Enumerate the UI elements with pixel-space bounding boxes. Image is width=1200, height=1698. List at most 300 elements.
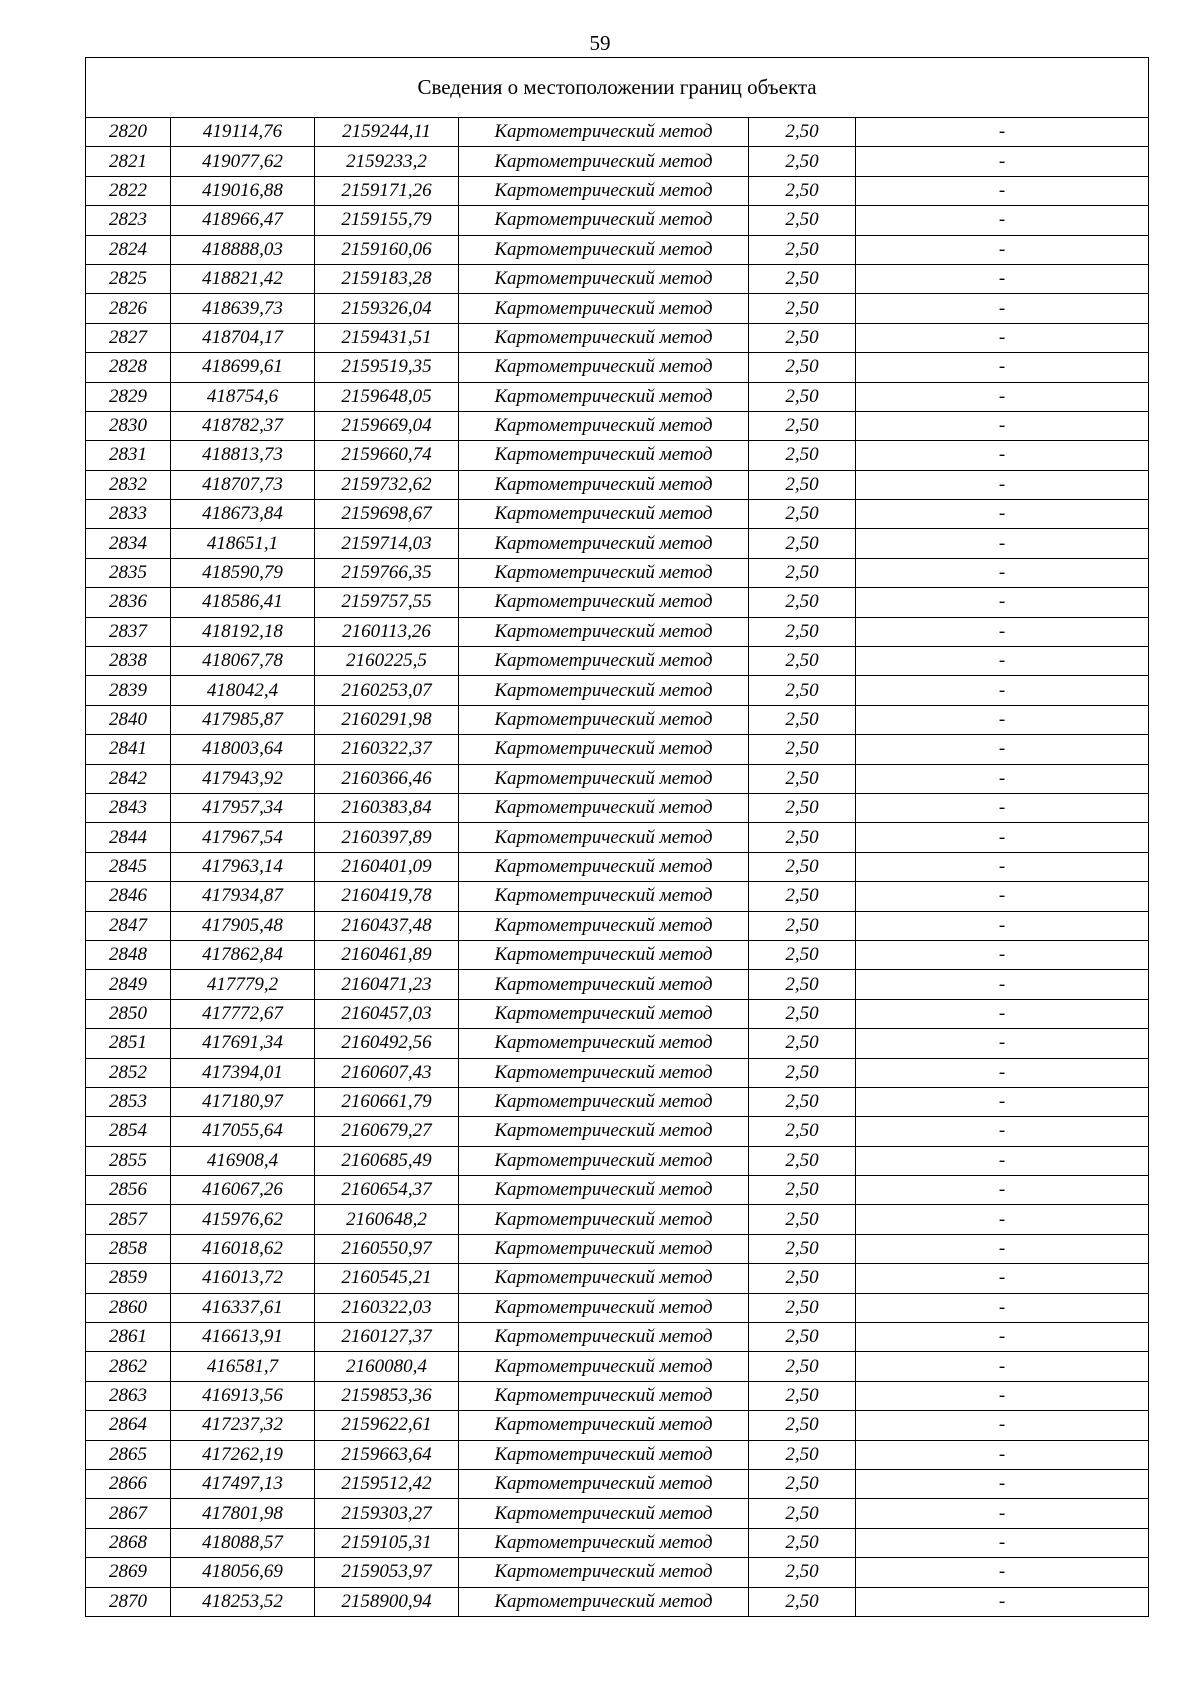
accuracy-cell: 2,50	[749, 882, 856, 911]
table-row	[86, 118, 1149, 147]
method-cell: Картометрический метод	[459, 852, 749, 881]
method-cell: Картометрический метод	[459, 529, 749, 558]
point-number-cell: 2861	[86, 1323, 171, 1352]
coordinate-y-cell: 2159622,61	[315, 1411, 459, 1440]
description-cell: -	[856, 147, 1149, 176]
coordinate-x-cell: 418067,78	[171, 647, 315, 676]
table-row	[86, 264, 1149, 293]
coordinate-x-cell: 416067,26	[171, 1176, 315, 1205]
point-number-cell: 2821	[86, 147, 171, 176]
description-cell: -	[856, 647, 1149, 676]
description-cell: -	[856, 558, 1149, 587]
table-row	[86, 323, 1149, 352]
accuracy-cell: 2,50	[749, 1205, 856, 1234]
description-cell: -	[856, 852, 1149, 881]
table-row	[86, 235, 1149, 264]
point-number-cell: 2847	[86, 911, 171, 940]
coordinate-y-cell: 2160397,89	[315, 823, 459, 852]
point-number-cell: 2845	[86, 852, 171, 881]
table-row	[86, 940, 1149, 969]
method-cell: Картометрический метод	[459, 118, 749, 147]
accuracy-cell: 2,50	[749, 764, 856, 793]
method-cell: Картометрический метод	[459, 1440, 749, 1469]
accuracy-cell: 2,50	[749, 176, 856, 205]
coordinate-x-cell: 418590,79	[171, 558, 315, 587]
point-number-cell: 2823	[86, 206, 171, 235]
accuracy-cell: 2,50	[749, 1058, 856, 1087]
coordinate-x-cell: 417394,01	[171, 1058, 315, 1087]
point-number-cell: 2851	[86, 1029, 171, 1058]
method-cell: Картометрический метод	[459, 353, 749, 382]
method-cell: Картометрический метод	[459, 1029, 749, 1058]
coordinate-y-cell: 2159244,11	[315, 118, 459, 147]
point-number-cell: 2857	[86, 1205, 171, 1234]
table-body	[86, 118, 1149, 1617]
accuracy-cell: 2,50	[749, 1117, 856, 1146]
coordinate-x-cell: 417985,87	[171, 705, 315, 734]
point-number-cell: 2870	[86, 1587, 171, 1616]
description-cell: -	[856, 1587, 1149, 1616]
coordinate-y-cell: 2159431,51	[315, 323, 459, 352]
point-number-cell: 2849	[86, 970, 171, 999]
boundary-coordinates-table	[85, 57, 1149, 1617]
method-cell: Картометрический метод	[459, 1499, 749, 1528]
method-cell: Картометрический метод	[459, 411, 749, 440]
method-cell: Картометрический метод	[459, 764, 749, 793]
point-number-cell: 2858	[86, 1234, 171, 1263]
table-row	[86, 588, 1149, 617]
accuracy-cell: 2,50	[749, 1176, 856, 1205]
method-cell: Картометрический метод	[459, 176, 749, 205]
coordinate-y-cell: 2159155,79	[315, 206, 459, 235]
method-cell: Картометрический метод	[459, 735, 749, 764]
coordinate-x-cell: 418707,73	[171, 470, 315, 499]
coordinate-y-cell: 2160253,07	[315, 676, 459, 705]
accuracy-cell: 2,50	[749, 676, 856, 705]
method-cell: Картометрический метод	[459, 147, 749, 176]
table-row	[86, 441, 1149, 470]
method-cell: Картометрический метод	[459, 1146, 749, 1175]
point-number-cell: 2860	[86, 1293, 171, 1322]
coordinate-y-cell: 2159663,64	[315, 1440, 459, 1469]
table-row	[86, 1117, 1149, 1146]
table-row	[86, 1528, 1149, 1557]
coordinate-y-cell: 2160225,5	[315, 647, 459, 676]
table-caption-row	[86, 58, 1149, 118]
method-cell: Картометрический метод	[459, 1205, 749, 1234]
method-cell: Картометрический метод	[459, 206, 749, 235]
table-row	[86, 676, 1149, 705]
page-number: 59	[589, 31, 611, 55]
description-cell: -	[856, 1146, 1149, 1175]
accuracy-cell: 2,50	[749, 852, 856, 881]
point-number-cell: 2850	[86, 999, 171, 1028]
accuracy-cell: 2,50	[749, 294, 856, 323]
point-number-cell: 2840	[86, 705, 171, 734]
table-row	[86, 529, 1149, 558]
coordinate-y-cell: 2159303,27	[315, 1499, 459, 1528]
method-cell: Картометрический метод	[459, 823, 749, 852]
accuracy-cell: 2,50	[749, 441, 856, 470]
point-number-cell: 2837	[86, 617, 171, 646]
coordinate-x-cell: 419114,76	[171, 118, 315, 147]
coordinate-x-cell: 418651,1	[171, 529, 315, 558]
coordinate-y-cell: 2159766,35	[315, 558, 459, 587]
coordinate-y-cell: 2159853,36	[315, 1381, 459, 1410]
coordinate-y-cell: 2159171,26	[315, 176, 459, 205]
boundary-table-container	[85, 57, 1148, 1617]
coordinate-x-cell: 419016,88	[171, 176, 315, 205]
method-cell: Картометрический метод	[459, 676, 749, 705]
coordinate-y-cell: 2160401,09	[315, 852, 459, 881]
accuracy-cell: 2,50	[749, 1293, 856, 1322]
coordinate-x-cell: 417957,34	[171, 793, 315, 822]
method-cell: Картометрический метод	[459, 294, 749, 323]
accuracy-cell: 2,50	[749, 529, 856, 558]
table-row	[86, 1205, 1149, 1234]
accuracy-cell: 2,50	[749, 911, 856, 940]
description-cell: -	[856, 911, 1149, 940]
point-number-cell: 2843	[86, 793, 171, 822]
description-cell: -	[856, 235, 1149, 264]
accuracy-cell: 2,50	[749, 411, 856, 440]
table-row	[86, 1087, 1149, 1116]
coordinate-x-cell: 417262,19	[171, 1440, 315, 1469]
accuracy-cell: 2,50	[749, 264, 856, 293]
table-row	[86, 147, 1149, 176]
description-cell: -	[856, 176, 1149, 205]
coordinate-y-cell: 2160419,78	[315, 882, 459, 911]
method-cell: Картометрический метод	[459, 647, 749, 676]
point-number-cell: 2834	[86, 529, 171, 558]
table-row	[86, 823, 1149, 852]
coordinate-y-cell: 2160322,03	[315, 1293, 459, 1322]
description-cell: -	[856, 1323, 1149, 1352]
accuracy-cell: 2,50	[749, 1587, 856, 1616]
accuracy-cell: 2,50	[749, 1234, 856, 1263]
description-cell: -	[856, 676, 1149, 705]
coordinate-x-cell: 418813,73	[171, 441, 315, 470]
method-cell: Картометрический метод	[459, 1411, 749, 1440]
table-row	[86, 353, 1149, 382]
table-row	[86, 1352, 1149, 1381]
point-number-cell: 2828	[86, 353, 171, 382]
description-cell: -	[856, 1469, 1149, 1498]
coordinate-y-cell: 2159105,31	[315, 1528, 459, 1557]
coordinate-y-cell: 2160113,26	[315, 617, 459, 646]
coordinate-y-cell: 2159233,2	[315, 147, 459, 176]
coordinate-y-cell: 2160461,89	[315, 940, 459, 969]
coordinate-y-cell: 2160457,03	[315, 999, 459, 1028]
coordinate-y-cell: 2160654,37	[315, 1176, 459, 1205]
description-cell: -	[856, 588, 1149, 617]
method-cell: Картометрический метод	[459, 500, 749, 529]
table-row	[86, 1264, 1149, 1293]
method-cell: Картометрический метод	[459, 1323, 749, 1352]
table-row	[86, 176, 1149, 205]
coordinate-x-cell: 416013,72	[171, 1264, 315, 1293]
coordinate-y-cell: 2160492,56	[315, 1029, 459, 1058]
coordinate-y-cell: 2159183,28	[315, 264, 459, 293]
point-number-cell: 2836	[86, 588, 171, 617]
table-row	[86, 1381, 1149, 1410]
accuracy-cell: 2,50	[749, 1323, 856, 1352]
point-number-cell: 2833	[86, 500, 171, 529]
description-cell: -	[856, 1499, 1149, 1528]
coordinate-x-cell: 417237,32	[171, 1411, 315, 1440]
table-row	[86, 735, 1149, 764]
method-cell: Картометрический метод	[459, 970, 749, 999]
accuracy-cell: 2,50	[749, 1029, 856, 1058]
coordinate-y-cell: 2160648,2	[315, 1205, 459, 1234]
description-cell: -	[856, 118, 1149, 147]
accuracy-cell: 2,50	[749, 647, 856, 676]
point-number-cell: 2844	[86, 823, 171, 852]
coordinate-x-cell: 416613,91	[171, 1323, 315, 1352]
point-number-cell: 2842	[86, 764, 171, 793]
method-cell: Картометрический метод	[459, 1469, 749, 1498]
coordinate-x-cell: 418639,73	[171, 294, 315, 323]
coordinate-y-cell: 2159669,04	[315, 411, 459, 440]
accuracy-cell: 2,50	[749, 970, 856, 999]
table-row	[86, 852, 1149, 881]
point-number-cell: 2862	[86, 1352, 171, 1381]
point-number-cell: 2855	[86, 1146, 171, 1175]
accuracy-cell: 2,50	[749, 940, 856, 969]
table-row	[86, 970, 1149, 999]
table-row	[86, 1587, 1149, 1616]
point-number-cell: 2867	[86, 1499, 171, 1528]
table-row	[86, 1323, 1149, 1352]
accuracy-cell: 2,50	[749, 1499, 856, 1528]
description-cell: -	[856, 353, 1149, 382]
coordinate-y-cell: 2160471,23	[315, 970, 459, 999]
accuracy-cell: 2,50	[749, 1381, 856, 1410]
table-row	[86, 411, 1149, 440]
method-cell: Картометрический метод	[459, 382, 749, 411]
table-row	[86, 1499, 1149, 1528]
method-cell: Картометрический метод	[459, 558, 749, 587]
description-cell: -	[856, 764, 1149, 793]
method-cell: Картометрический метод	[459, 1058, 749, 1087]
accuracy-cell: 2,50	[749, 1087, 856, 1116]
description-cell: -	[856, 500, 1149, 529]
table-row	[86, 294, 1149, 323]
description-cell: -	[856, 705, 1149, 734]
coordinate-x-cell: 418966,47	[171, 206, 315, 235]
point-number-cell: 2838	[86, 647, 171, 676]
coordinate-x-cell: 418042,4	[171, 676, 315, 705]
description-cell: -	[856, 1440, 1149, 1469]
table-row	[86, 999, 1149, 1028]
method-cell: Картометрический метод	[459, 1176, 749, 1205]
method-cell: Картометрический метод	[459, 1264, 749, 1293]
point-number-cell: 2848	[86, 940, 171, 969]
table-row	[86, 500, 1149, 529]
accuracy-cell: 2,50	[749, 793, 856, 822]
description-cell: -	[856, 940, 1149, 969]
point-number-cell: 2868	[86, 1528, 171, 1557]
accuracy-cell: 2,50	[749, 1528, 856, 1557]
accuracy-cell: 2,50	[749, 470, 856, 499]
accuracy-cell: 2,50	[749, 206, 856, 235]
description-cell: -	[856, 970, 1149, 999]
coordinate-y-cell: 2160366,46	[315, 764, 459, 793]
point-number-cell: 2829	[86, 382, 171, 411]
description-cell: -	[856, 793, 1149, 822]
description-cell: -	[856, 1264, 1149, 1293]
method-cell: Картометрический метод	[459, 1558, 749, 1587]
coordinate-x-cell: 417862,84	[171, 940, 315, 969]
description-cell: -	[856, 294, 1149, 323]
coordinate-x-cell: 416018,62	[171, 1234, 315, 1263]
point-number-cell: 2854	[86, 1117, 171, 1146]
coordinate-y-cell: 2159160,06	[315, 235, 459, 264]
point-number-cell: 2832	[86, 470, 171, 499]
point-number-cell: 2839	[86, 676, 171, 705]
coordinate-y-cell: 2159660,74	[315, 441, 459, 470]
coordinate-x-cell: 417934,87	[171, 882, 315, 911]
table-caption: Сведения о местоположении границ объекта	[86, 58, 1149, 118]
coordinate-x-cell: 418586,41	[171, 588, 315, 617]
description-cell: -	[856, 1352, 1149, 1381]
coordinate-x-cell: 417180,97	[171, 1087, 315, 1116]
description-cell: -	[856, 735, 1149, 764]
coordinate-y-cell: 2160322,37	[315, 735, 459, 764]
accuracy-cell: 2,50	[749, 617, 856, 646]
description-cell: -	[856, 411, 1149, 440]
method-cell: Картометрический метод	[459, 1381, 749, 1410]
point-number-cell: 2824	[86, 235, 171, 264]
coordinate-x-cell: 418704,17	[171, 323, 315, 352]
coordinate-y-cell: 2160545,21	[315, 1264, 459, 1293]
table-row	[86, 1469, 1149, 1498]
coordinate-y-cell: 2159053,97	[315, 1558, 459, 1587]
method-cell: Картометрический метод	[459, 1293, 749, 1322]
table-row	[86, 911, 1149, 940]
coordinate-x-cell: 417967,54	[171, 823, 315, 852]
coordinate-x-cell: 418056,69	[171, 1558, 315, 1587]
table-row	[86, 1234, 1149, 1263]
table-row	[86, 1293, 1149, 1322]
accuracy-cell: 2,50	[749, 147, 856, 176]
method-cell: Картометрический метод	[459, 1117, 749, 1146]
accuracy-cell: 2,50	[749, 735, 856, 764]
point-number-cell: 2827	[86, 323, 171, 352]
coordinate-y-cell: 2158900,94	[315, 1587, 459, 1616]
description-cell: -	[856, 823, 1149, 852]
table-row	[86, 1146, 1149, 1175]
method-cell: Картометрический метод	[459, 441, 749, 470]
description-cell: -	[856, 1381, 1149, 1410]
coordinate-x-cell: 418003,64	[171, 735, 315, 764]
point-number-cell: 2846	[86, 882, 171, 911]
method-cell: Картометрический метод	[459, 1587, 749, 1616]
accuracy-cell: 2,50	[749, 353, 856, 382]
description-cell: -	[856, 1205, 1149, 1234]
coordinate-x-cell: 417497,13	[171, 1469, 315, 1498]
point-number-cell: 2825	[86, 264, 171, 293]
coordinate-x-cell: 418754,6	[171, 382, 315, 411]
description-cell: -	[856, 323, 1149, 352]
coordinate-x-cell: 418192,18	[171, 617, 315, 646]
description-cell: -	[856, 999, 1149, 1028]
method-cell: Картометрический метод	[459, 323, 749, 352]
coordinate-x-cell: 417772,67	[171, 999, 315, 1028]
accuracy-cell: 2,50	[749, 1146, 856, 1175]
method-cell: Картометрический метод	[459, 940, 749, 969]
accuracy-cell: 2,50	[749, 1352, 856, 1381]
table-row	[86, 1558, 1149, 1587]
method-cell: Картометрический метод	[459, 705, 749, 734]
coordinate-y-cell: 2159698,67	[315, 500, 459, 529]
description-cell: -	[856, 1029, 1149, 1058]
method-cell: Картометрический метод	[459, 1528, 749, 1557]
description-cell: -	[856, 1234, 1149, 1263]
coordinate-x-cell: 415976,62	[171, 1205, 315, 1234]
accuracy-cell: 2,50	[749, 588, 856, 617]
method-cell: Картометрический метод	[459, 999, 749, 1028]
accuracy-cell: 2,50	[749, 1411, 856, 1440]
method-cell: Картометрический метод	[459, 911, 749, 940]
description-cell: -	[856, 1176, 1149, 1205]
coordinate-y-cell: 2160607,43	[315, 1058, 459, 1087]
accuracy-cell: 2,50	[749, 1558, 856, 1587]
coordinate-x-cell: 417943,92	[171, 764, 315, 793]
accuracy-cell: 2,50	[749, 1264, 856, 1293]
coordinate-y-cell: 2159714,03	[315, 529, 459, 558]
coordinate-y-cell: 2160383,84	[315, 793, 459, 822]
coordinate-y-cell: 2159512,42	[315, 1469, 459, 1498]
coordinate-x-cell: 416913,56	[171, 1381, 315, 1410]
table-row	[86, 470, 1149, 499]
coordinate-x-cell: 418253,52	[171, 1587, 315, 1616]
accuracy-cell: 2,50	[749, 118, 856, 147]
table-row	[86, 793, 1149, 822]
point-number-cell: 2859	[86, 1264, 171, 1293]
method-cell: Картометрический метод	[459, 264, 749, 293]
coordinate-x-cell: 418699,61	[171, 353, 315, 382]
description-cell: -	[856, 1293, 1149, 1322]
point-number-cell: 2831	[86, 441, 171, 470]
description-cell: -	[856, 1411, 1149, 1440]
point-number-cell: 2835	[86, 558, 171, 587]
accuracy-cell: 2,50	[749, 558, 856, 587]
description-cell: -	[856, 1558, 1149, 1587]
description-cell: -	[856, 1117, 1149, 1146]
coordinate-y-cell: 2160685,49	[315, 1146, 459, 1175]
coordinate-x-cell: 416581,7	[171, 1352, 315, 1381]
coordinate-y-cell: 2160550,97	[315, 1234, 459, 1263]
table-row	[86, 1440, 1149, 1469]
coordinate-y-cell: 2159757,55	[315, 588, 459, 617]
point-number-cell: 2826	[86, 294, 171, 323]
coordinate-x-cell: 417801,98	[171, 1499, 315, 1528]
method-cell: Картометрический метод	[459, 588, 749, 617]
method-cell: Картометрический метод	[459, 1087, 749, 1116]
accuracy-cell: 2,50	[749, 1440, 856, 1469]
description-cell: -	[856, 529, 1149, 558]
table-row	[86, 1058, 1149, 1087]
point-number-cell: 2820	[86, 118, 171, 147]
description-cell: -	[856, 206, 1149, 235]
table-row	[86, 764, 1149, 793]
description-cell: -	[856, 617, 1149, 646]
coordinate-y-cell: 2160127,37	[315, 1323, 459, 1352]
coordinate-y-cell: 2160437,48	[315, 911, 459, 940]
coordinate-x-cell: 417963,14	[171, 852, 315, 881]
point-number-cell: 2853	[86, 1087, 171, 1116]
